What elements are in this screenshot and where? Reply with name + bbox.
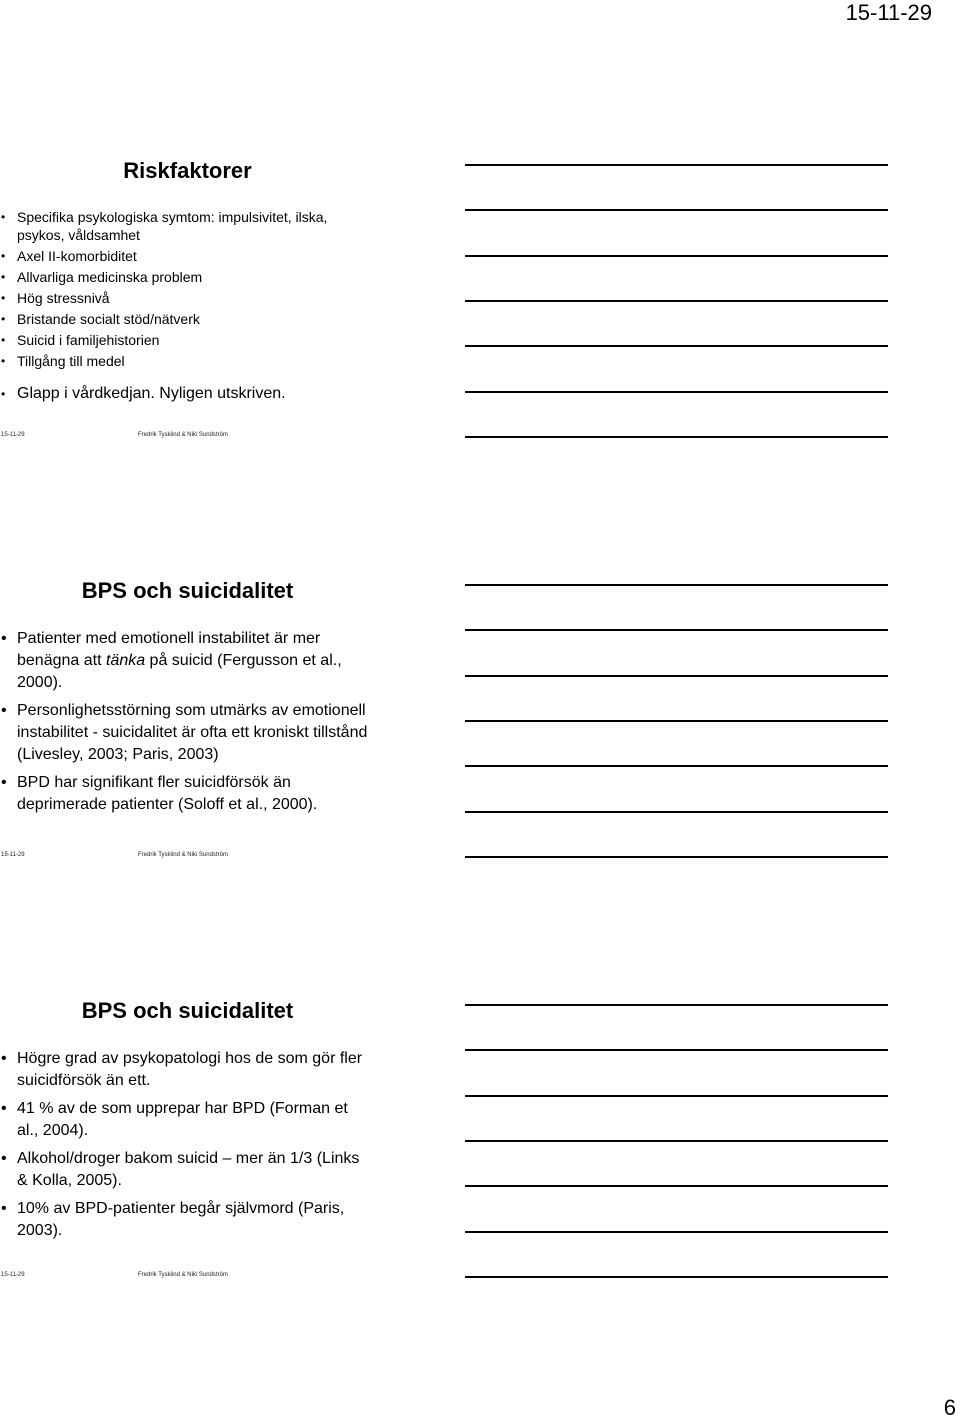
bullet-item: • Suicid i familjehistorien (0, 331, 360, 349)
slide-bps-suicidalitet-2 (0, 990, 440, 1290)
note-line (465, 1004, 888, 1006)
note-line (465, 209, 888, 211)
footer-author: Fredrik Tysklind & Niki Sundström (138, 852, 228, 858)
note-line (465, 255, 888, 257)
bullet-text: Personlighetsstörning som utmärks av emotionell instabilitet - suicidalitet är ofta ett kroniskt tillstånd (Livesley, 2003; Paris, 2003) (17, 702, 368, 763)
note-line (465, 1185, 888, 1187)
bullet-emphasis: tänka (105, 652, 146, 669)
bullet-text: Patienter med emotionell instabilitet är mer benägna att (17, 630, 321, 669)
note-line (465, 1231, 888, 1233)
bullet-list (0, 208, 360, 407)
bullet-item: • Bristande socialt stöd/nätverk (0, 310, 360, 328)
bullet-item: • Specifika psykologiska symtom: impulsivitet, ilska, psykos, våldsamhet (0, 208, 360, 244)
note-line (465, 300, 888, 302)
slide-footer (0, 852, 440, 864)
bullet-item (0, 628, 370, 694)
note-line (465, 584, 888, 586)
note-line (465, 811, 888, 813)
slide-title: BPS och suicidalitet (81, 578, 294, 603)
slide-title: BPS och suicidalitet (81, 998, 294, 1023)
note-line (465, 391, 888, 393)
bullet-item: • Axel II-komorbiditet (0, 247, 360, 265)
footer-date: 15-11-29 (1, 1272, 25, 1278)
bullet-item: • Högre grad av psykopatologi hos de som gör fler suicidförsök än ett. (0, 1048, 370, 1092)
note-line (465, 1095, 888, 1097)
note-line (465, 856, 888, 858)
footer-author: Fredrik Tysklind & Niki Sundström (138, 432, 228, 438)
page-number: 6 (943, 1395, 956, 1420)
note-line (465, 765, 888, 767)
slide-riskfaktorer (0, 150, 440, 450)
bullet-item: • Tillgång till medel (0, 352, 360, 370)
note-line (465, 1276, 888, 1278)
note-line (465, 629, 888, 631)
bullet-item: • Glapp i vårdkedjan. Nyligen utskriven. (0, 384, 360, 404)
slide-footer (0, 432, 440, 444)
bullet-item: • Alkohol/droger bakom suicid – mer än 1/3 (Links & Kolla, 2005). (0, 1148, 370, 1192)
bullet-item: • 10% av BPD-patienter begår självmord (Paris, 2003). (0, 1198, 370, 1242)
footer-author: Fredrik Tysklind & Niki Sundström (138, 1272, 228, 1278)
bullet-text: på suicid (Fergusson et al., 2000). (17, 652, 342, 691)
slide-title: Riskfaktorer (123, 158, 252, 183)
page-date: 15-11-29 (845, 0, 932, 25)
slide-footer (0, 1272, 440, 1284)
bullet-list (0, 1048, 370, 1248)
bullet-item: • Hög stressnivå (0, 289, 360, 307)
footer-date: 15-11-29 (1, 852, 25, 858)
note-line (465, 720, 888, 722)
footer-date: 15-11-29 (1, 432, 25, 438)
bullet-text: BPD har signifikant fler suicidförsök än deprimerade patienter (Soloff et al., 2000). (17, 774, 318, 813)
bullet-item (0, 772, 370, 816)
note-line (465, 436, 888, 438)
bullet-list (0, 628, 370, 822)
note-line (465, 1140, 888, 1142)
bullet-item (0, 700, 370, 766)
note-line (465, 1049, 888, 1051)
bullet-item: • Allvarliga medicinska problem (0, 268, 360, 286)
bullet-item: • 41 % av de som upprepar har BPD (Forman et al., 2004). (0, 1098, 370, 1142)
slide-bps-suicidalitet-1 (0, 570, 440, 870)
note-line (465, 164, 888, 166)
note-line (465, 675, 888, 677)
note-line (465, 345, 888, 347)
